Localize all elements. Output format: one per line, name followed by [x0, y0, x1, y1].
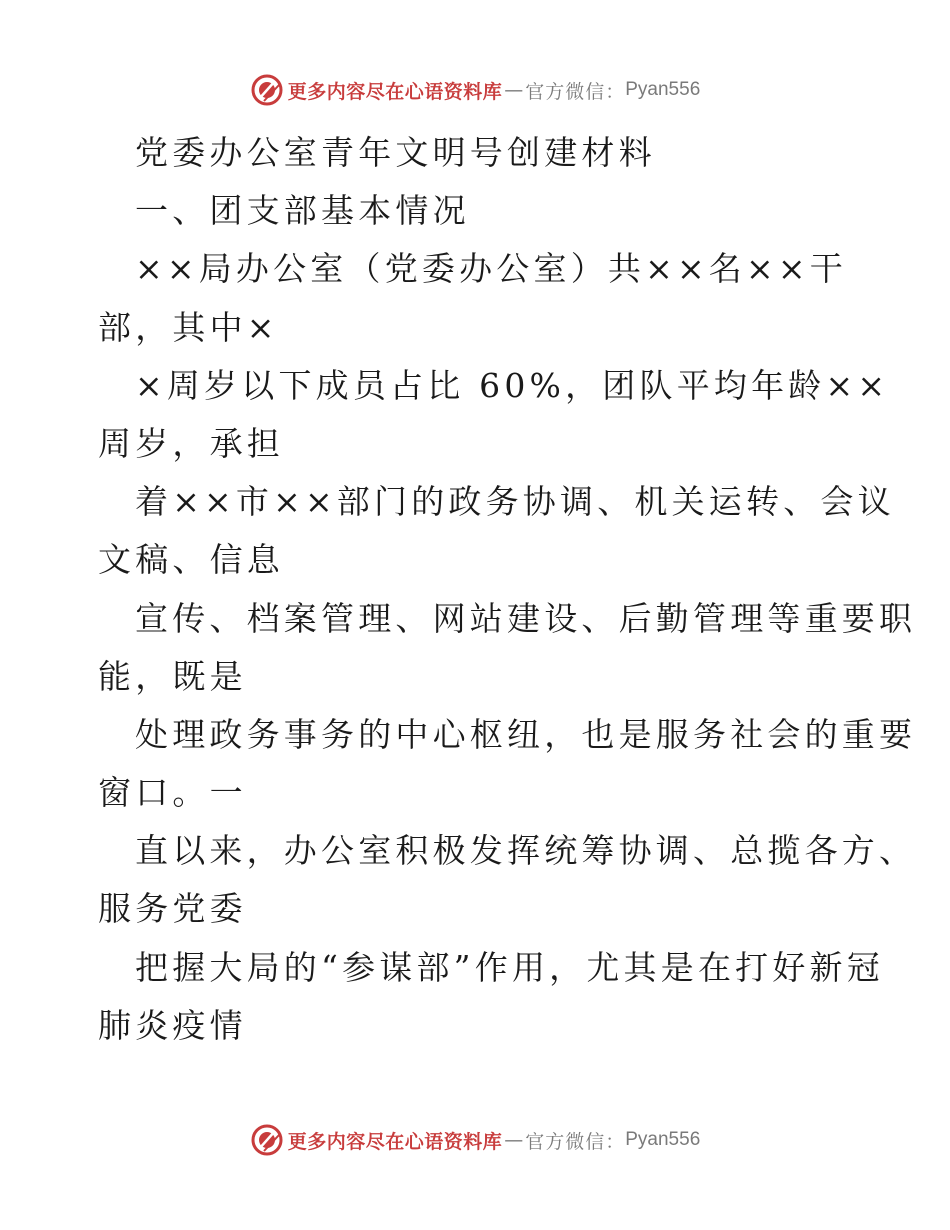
text-line: 服务党委	[98, 889, 247, 929]
header-banner	[0, 70, 950, 110]
text-line: ×周岁以下成员占比 60%，团队平均年龄××	[135, 365, 890, 405]
text-line: 文稿、信息	[98, 540, 284, 580]
text-line: 一、团支部基本情况	[135, 191, 470, 231]
banner-brand-text: 更多内容尽在心语资料库	[287, 1130, 503, 1153]
banner-wechat-label: 官方微信：	[525, 1130, 626, 1153]
text-line: 着××市××部门的政务协调、机关运转、会议	[135, 482, 895, 522]
banner-wechat-label: 官方微信：	[525, 80, 626, 103]
text-line: 窗口。一	[98, 773, 247, 813]
text-line: 直以来，办公室积极发挥统筹协调、总揽各方、	[135, 831, 917, 871]
text-line: 周岁，承担	[98, 423, 284, 463]
banner-wechat-handle: Pyan556	[625, 79, 701, 100]
banner-wechat-handle: Pyan556	[625, 1129, 701, 1150]
text-line: 部，其中×	[98, 307, 279, 347]
text-line: ××局办公室（党委办公室）共××名××干	[135, 249, 847, 289]
document-title: 党委办公室青年文明号创建材料	[135, 133, 656, 172]
banner-separator: —	[504, 79, 524, 101]
text-line: 把握大局的“参谋部”作用，尤其是在打好新冠	[135, 947, 884, 987]
text-line: 处理政务事务的中心枢纽，也是服务社会的重要	[135, 714, 917, 754]
banner-brand-text: 更多内容尽在心语资料库	[287, 80, 503, 103]
text-line: 宣传、档案管理、网站建设、后勤管理等重要职	[135, 598, 917, 638]
text-line: 能，既是	[98, 656, 247, 696]
red-seal-logo-icon	[250, 1123, 284, 1157]
red-seal-logo-icon	[250, 73, 284, 107]
text-line: 肺炎疫情	[98, 1005, 247, 1045]
footer-banner	[0, 1120, 950, 1160]
document-body	[98, 124, 917, 1055]
banner-separator: —	[504, 1129, 524, 1151]
